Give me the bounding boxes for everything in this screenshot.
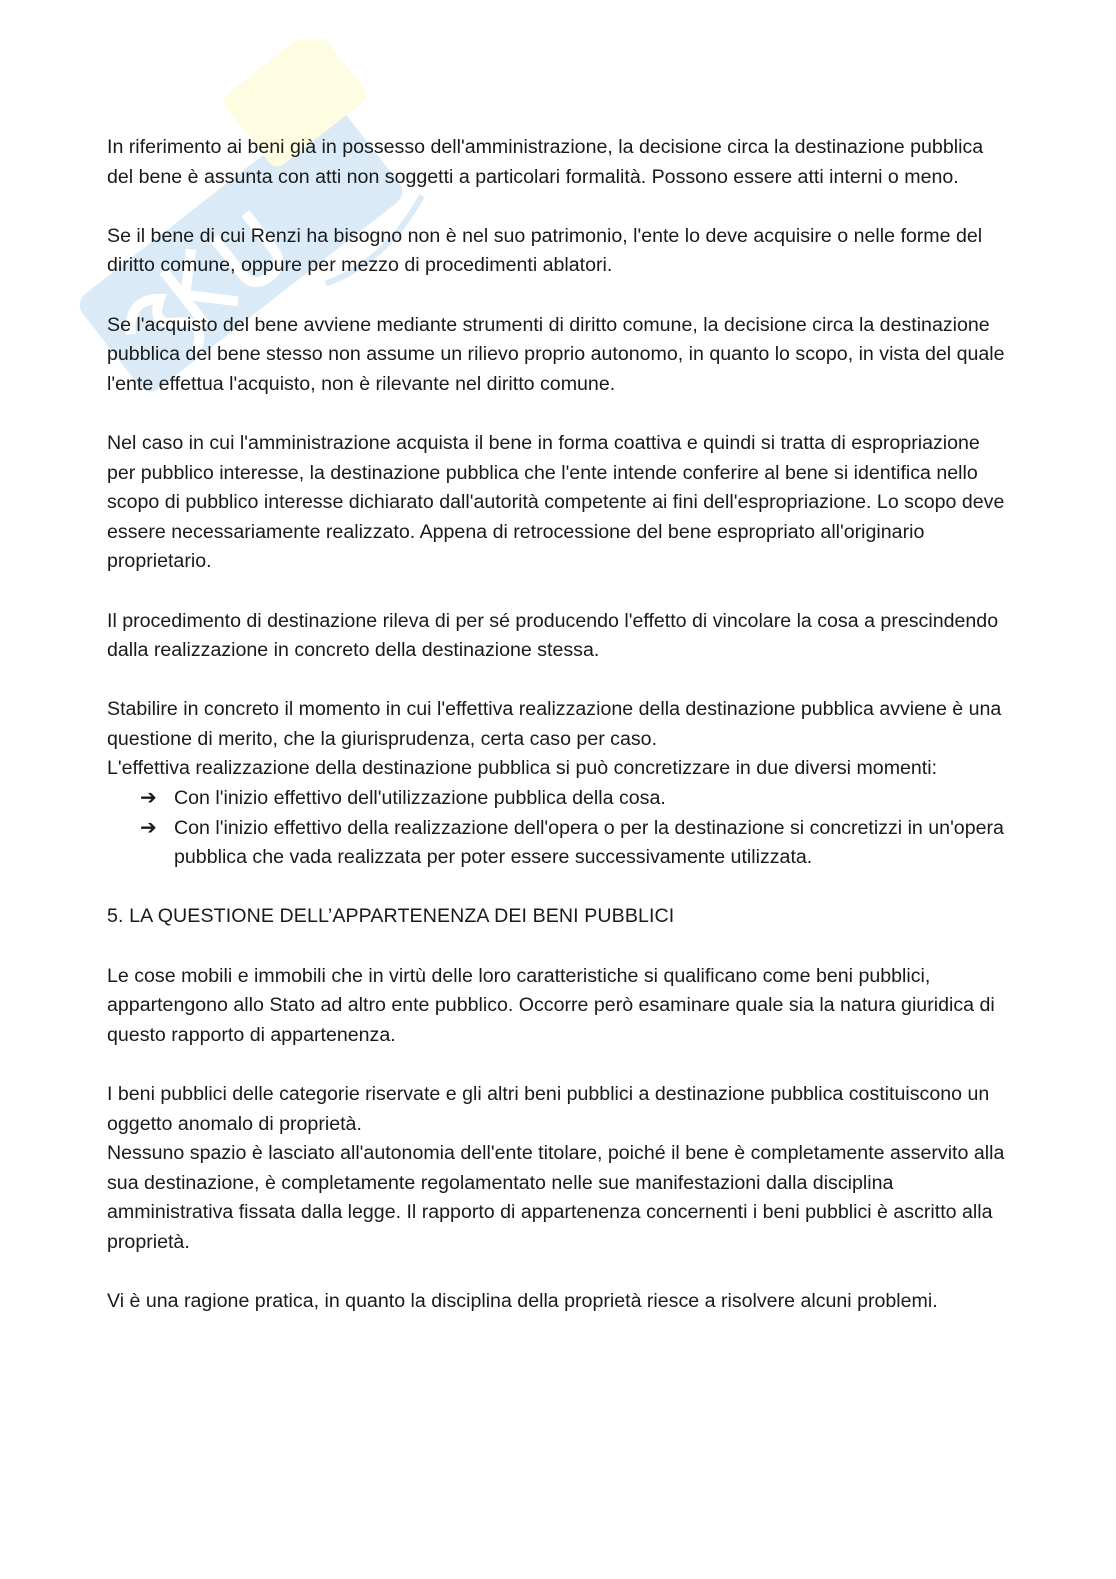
section-paragraph-3: Nessuno spazio è lasciato all'autonomia dell'ente titolare, poiché il bene è completamente asservito alla sua destinazione, è completamente regolamentato nelle sue manifestazioni dalla disciplina amministrativa fissata dalla legge. Il rapporto di appartenenza concernenti i beni pubblici è ascritto alla proprietà. <box>107 1142 1005 1253</box>
paragraph-3: Se l'acquisto del bene avviene mediante strumenti di diritto comune, la decisione circa la destinazione pubblica del bene stesso non assume un rilievo proprio autonomo, in quanto lo scopo, in vista del quale l'ente effettua l'acquisto, non è rilevante nel diritto comune. <box>107 313 1005 395</box>
bullet-text-2: Con l'inizio effettivo della realizzazione dell'opera o per la destinazione si concretizzi in un'opera pubblica che vada realizzata per poter essere successivamente utilizzata. <box>174 816 1004 869</box>
bullet-item-2 <box>140 814 1007 873</box>
paragraph-2: Se il bene di cui Renzi ha bisogno non è nel suo patrimonio, l'ente lo deve acquisire o nelle forme del diritto comune, oppure per mezzo di procedimenti ablatori. <box>107 224 983 277</box>
section-heading: 5. LA QUESTIONE DELL’APPARTENENZA DEI BENI PUBBLICI <box>107 905 675 928</box>
arrow-right-icon: ➔ <box>140 787 157 810</box>
document-page <box>107 133 1007 1346</box>
paragraph-5: Il procedimento di destinazione rileva di per sé producendo l'effetto di vincolare la cosa a prescindendo dalla realizzazione in concreto della destinazione stessa. <box>107 609 999 662</box>
section-paragraph-4: Vi è una ragione pratica, in quanto la disciplina della proprietà riesce a risolvere alcuni problemi. <box>107 1290 938 1313</box>
paragraph-4: Nel caso in cui l'amministrazione acquista il bene in forma coattiva e quindi si tratta di espropriazione per pubblico interesse, la destinazione pubblica che l'ente intende conferire al bene si identifica nello scopo di pubblico interesse dichiarato dall'autorità competente ai fini dell'espropriazione. Lo scopo deve essere necessariamente realizzato. Appena di retrocessione del bene espropriato all'originario proprietario. <box>107 431 1005 573</box>
section-paragraph-2: I beni pubblici delle categorie riservate e gli altri beni pubblici a destinazione pubblica costituiscono un oggetto anomalo di proprietà. <box>107 1083 990 1135</box>
section-paragraph-1: Le cose mobili e immobili che in virtù delle loro caratteristiche si qualificano come beni pubblici, appartengono allo Stato ad altro ente pubblico. Occorre però esaminare quale sia la natura giuridica di questo rapporto di appartenenza. <box>107 964 995 1046</box>
bullet-text-1: Con l'inizio effettivo dell'utilizzazione pubblica della cosa. <box>174 787 666 810</box>
paragraph-6: Stabilire in concreto il momento in cui l'effettiva realizzazione della destinazione pubblica avviene è una questione di merito, che la giurisprudenza, certa caso per caso. <box>107 698 1002 750</box>
bullet-item-1 <box>140 784 1007 814</box>
paragraph-7: L'effettiva realizzazione della destinazione pubblica si può concretizzare in due diversi momenti: <box>107 757 938 780</box>
paragraph-1: In riferimento ai beni già in possesso dell'amministrazione, la decisione circa la destinazione pubblica del bene è assunta con atti non soggetti a particolari formalità. Possono essere atti interni o meno. <box>107 136 984 188</box>
arrow-right-icon: ➔ <box>140 816 157 839</box>
bullet-list <box>107 784 1007 873</box>
